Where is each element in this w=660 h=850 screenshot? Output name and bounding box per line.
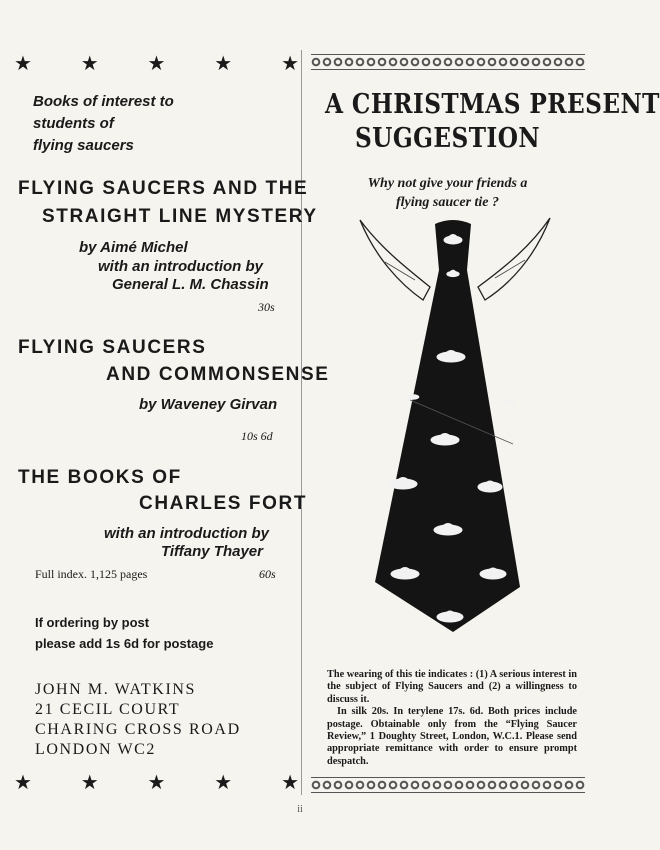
tie-subtitle <box>305 174 590 212</box>
star-icon: ★ <box>214 53 233 75</box>
address-line: CHARING CROSS ROAD <box>35 721 241 738</box>
book-1-intro-author: General L. M. Chassin <box>112 276 269 293</box>
heading-line: SUGGESTION <box>354 123 541 154</box>
description-paragraph: The wearing of this tie indicates : (1) A serious interest in the subject of Flying Saucers and (2) a willingness to discuss it. <box>327 669 577 705</box>
heading-line: A CHRISTMAS PRESENT <box>324 89 660 120</box>
decorative-border-top <box>311 54 585 70</box>
star-icon: ★ <box>147 772 166 794</box>
book-2-title-line-2: AND COMMONSENSE <box>106 364 330 385</box>
bottom-star-row <box>14 773 299 793</box>
tie-illustration <box>355 212 555 652</box>
book-3-title-line-1: THE BOOKS OF <box>18 467 182 488</box>
star-icon: ★ <box>147 53 166 75</box>
book-3-intro-author: Tiffany Thayer <box>161 543 263 560</box>
intro-line: Books of interest to <box>33 93 174 110</box>
ordering-note <box>35 612 213 654</box>
book-1-title-line-1: FLYING SAUCERS AND THE <box>18 178 309 199</box>
top-star-row <box>14 54 299 74</box>
address-line: JOHN M. WATKINS <box>35 681 197 698</box>
book-1-title-line-2: STRAIGHT LINE MYSTERY <box>42 206 318 227</box>
book-3-title-line-2: CHARLES FORT <box>139 493 308 514</box>
star-icon: ★ <box>281 53 299 75</box>
book-1-intro-by: with an introduction by <box>98 258 263 275</box>
star-icon: ★ <box>14 772 32 794</box>
book-1-author: by Aimé Michel <box>79 239 188 256</box>
star-icon: ★ <box>80 53 99 75</box>
star-icon: ★ <box>281 772 299 794</box>
ordering-line: please add 1s 6d for postage <box>35 636 214 651</box>
star-icon: ★ <box>14 53 32 75</box>
book-1-price: 30s <box>258 300 275 314</box>
subtitle-line: flying saucer tie ? <box>395 195 500 210</box>
star-icon: ★ <box>214 772 233 794</box>
intro-line: students of <box>33 115 114 132</box>
subtitle-line: Why not give your friends a <box>367 176 528 191</box>
address-line: LONDON WC2 <box>35 741 157 758</box>
publisher-address <box>35 680 241 760</box>
ordering-line: If ordering by post <box>35 615 150 630</box>
book-3-note: Full index. 1,125 pages <box>35 567 148 581</box>
description-paragraph: In silk 20s. In terylene 17s. 6d. Both prices include postage. Obtainable only from the “Flying Saucer Review,” 1 Doughty Street, London, W.C.1. Please send appropriate remittance with order to ensure prompt despatch. <box>327 706 577 767</box>
book-3-price: 60s <box>259 567 276 581</box>
tie-description <box>327 669 577 768</box>
page-number: ii <box>297 804 303 815</box>
book-2-price: 10s 6d <box>241 429 273 443</box>
christmas-heading <box>324 88 660 156</box>
intro-line: flying saucers <box>33 137 134 154</box>
book-2-author: by Waveney Girvan <box>139 396 278 413</box>
column-divider <box>301 50 302 795</box>
star-icon: ★ <box>80 772 99 794</box>
book-2-title-line-1: FLYING SAUCERS <box>18 337 207 358</box>
decorative-border-bottom <box>311 777 585 793</box>
address-line: 21 CECIL COURT <box>35 701 181 718</box>
flying-saucer-tie-icon <box>355 212 555 652</box>
intro-heading <box>33 91 174 157</box>
book-3-intro-by: with an introduction by <box>104 525 269 542</box>
